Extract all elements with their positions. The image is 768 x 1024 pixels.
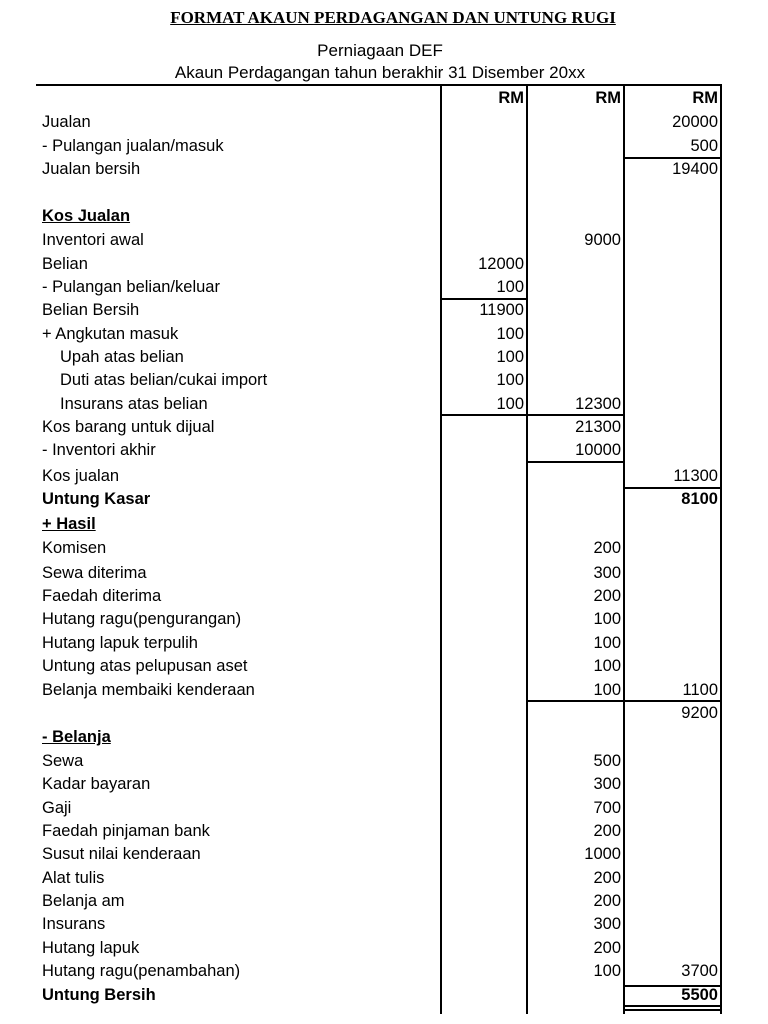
row-label: Untung Bersih <box>42 986 156 1004</box>
row-value: 100 <box>593 634 621 652</box>
row-value: 9200 <box>681 704 718 722</box>
row-value: 11300 <box>673 467 718 485</box>
row-label: Belian <box>42 255 88 273</box>
row-label: Inventori awal <box>42 231 144 249</box>
row-value: 21300 <box>575 418 621 436</box>
row-value: 300 <box>593 915 621 933</box>
column-divider-3 <box>623 84 625 1014</box>
row-value: 1000 <box>584 845 621 863</box>
header-rule <box>36 84 722 86</box>
row-value: 200 <box>593 869 621 887</box>
row-value: 8100 <box>681 490 718 508</box>
row-value: 100 <box>496 371 524 389</box>
row-value: 200 <box>593 587 621 605</box>
currency-header: RM <box>692 89 718 107</box>
row-label: Alat tulis <box>42 869 105 887</box>
row-label: Hutang lapuk terpulih <box>42 634 198 652</box>
row-label: Upah atas belian <box>60 348 184 366</box>
row-label: Untung atas pelupusan aset <box>42 657 248 675</box>
row-value: 3700 <box>681 962 718 980</box>
document-title: FORMAT AKAUN PERDAGANGAN DAN UNTUNG RUGI <box>170 8 616 27</box>
row-label: - Pulangan belian/keluar <box>42 278 220 296</box>
row-label: Insurans <box>42 915 106 933</box>
row-value: 500 <box>690 137 718 155</box>
row-label: Kos jualan <box>42 467 120 485</box>
section-heading: - Belanja <box>42 728 111 746</box>
row-value: 9000 <box>584 231 621 249</box>
row-value: 100 <box>593 681 621 699</box>
row-label: Belanja membaiki kenderaan <box>42 681 255 699</box>
currency-header: RM <box>498 89 524 107</box>
row-label: Susut nilai kenderaan <box>42 845 201 863</box>
row-value: 20000 <box>672 113 718 131</box>
business-name: Perniagaan DEF <box>317 41 443 60</box>
row-value: 12300 <box>575 395 621 413</box>
row-label: Sewa <box>42 752 84 770</box>
currency-header: RM <box>595 89 621 107</box>
row-value: 700 <box>593 799 621 817</box>
row-value: 200 <box>593 539 621 557</box>
row-value: 11900 <box>479 301 524 319</box>
row-label: Faedah diterima <box>42 587 162 605</box>
row-label: Belian Bersih <box>42 301 140 319</box>
column-divider-4 <box>720 84 722 1014</box>
row-value: 200 <box>593 939 621 957</box>
row-value: 300 <box>593 775 621 793</box>
row-label: Untung Kasar <box>42 490 151 508</box>
row-value: 19400 <box>672 160 718 178</box>
row-label: - Inventori akhir <box>42 441 156 459</box>
row-label: Jualan bersih <box>42 160 141 178</box>
row-value: 100 <box>593 962 621 980</box>
row-label: Jualan <box>42 113 91 131</box>
row-label: Gaji <box>42 799 72 817</box>
row-value: 10000 <box>575 441 621 459</box>
row-label: Faedah pinjaman bank <box>42 822 210 840</box>
row-label: Hutang ragu(penambahan) <box>42 962 241 980</box>
row-value: 100 <box>496 348 524 366</box>
row-value: 100 <box>496 278 524 296</box>
subtotal-rule <box>528 461 623 463</box>
row-label: - Pulangan jualan/masuk <box>42 137 224 155</box>
row-value: 500 <box>593 752 621 770</box>
column-divider-1 <box>440 84 442 1014</box>
row-value: 300 <box>593 564 621 582</box>
account-heading: Akaun Perdagangan tahun berakhir 31 Disember 20xx <box>174 63 586 82</box>
row-label: Komisen <box>42 539 107 557</box>
row-value: 1100 <box>682 681 718 699</box>
row-value: 200 <box>593 822 621 840</box>
row-label: Hutang lapuk <box>42 939 140 957</box>
row-value: 5500 <box>681 986 718 1004</box>
row-label: Kadar bayaran <box>42 775 151 793</box>
row-label: Duti atas belian/cukai import <box>60 371 268 389</box>
row-value: 100 <box>593 657 621 675</box>
row-label: Belanja am <box>42 892 125 910</box>
section-heading: + Hasil <box>42 515 96 533</box>
row-value: 100 <box>496 395 524 413</box>
total-double-rule <box>625 1009 720 1011</box>
row-label: Insurans atas belian <box>60 395 208 413</box>
row-value: 200 <box>593 892 621 910</box>
row-label: Kos barang untuk dijual <box>42 418 215 436</box>
row-value: 100 <box>496 325 524 343</box>
row-label: Sewa diterima <box>42 564 147 582</box>
row-value: 100 <box>593 610 621 628</box>
row-label: Hutang ragu(pengurangan) <box>42 610 242 628</box>
section-heading: Kos Jualan <box>42 207 131 225</box>
row-value: 12000 <box>478 255 524 273</box>
row-label: + Angkutan masuk <box>42 325 179 343</box>
